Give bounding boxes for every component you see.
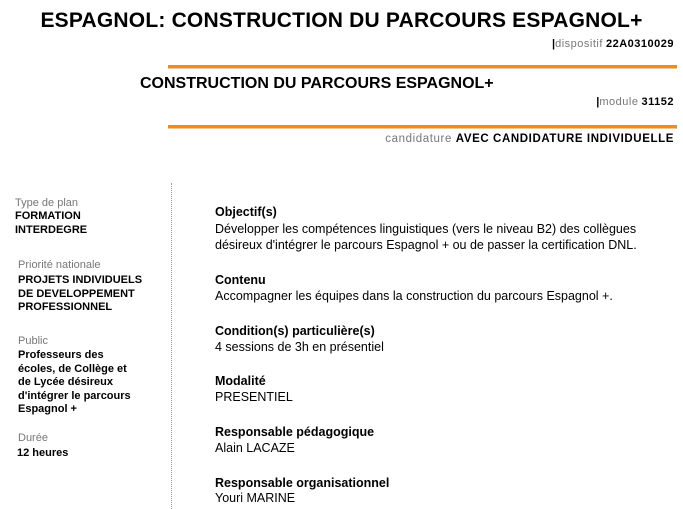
- resp-organisationnel-heading: Responsable organisationnel: [215, 476, 390, 490]
- type-plan-label: Type de plan: [15, 197, 78, 209]
- module-label: module: [599, 96, 639, 108]
- public-line: écoles, de Collège et: [18, 362, 127, 375]
- resp-organisationnel-text: Youri MARINE: [215, 491, 296, 505]
- candidature-label: candidature: [385, 133, 452, 145]
- public-value: [18, 349, 131, 417]
- priorite-line: DE DEVELOPPEMENT: [18, 287, 135, 300]
- priorite-line: PROFESSIONNEL: [18, 301, 113, 313]
- objectif-line: Développer les compétences linguistiques (vers le niveau B2) des collègues: [215, 222, 637, 236]
- candidature-value: AVEC CANDIDATURE INDIVIDUELLE: [455, 133, 674, 145]
- public-label: Public: [18, 335, 48, 347]
- module-reference: [596, 96, 674, 108]
- modalite-heading: Modalité: [215, 374, 266, 388]
- priorite-line: PROJETS INDIVIDUELS: [18, 274, 143, 286]
- objectif-line: désireux d'intégrer le parcours Espagnol + ou de passer la certification DNL.: [215, 238, 637, 252]
- duree-label: Durée: [18, 432, 48, 444]
- conditions-text: 4 sessions de 3h en présentiel: [215, 340, 384, 354]
- candidature-info: [385, 133, 674, 145]
- module-value: 31152: [641, 96, 674, 108]
- type-plan-line: INTERDEGRE: [15, 223, 88, 236]
- dispositif-reference: [552, 38, 674, 50]
- module-title: CONSTRUCTION DU PARCOURS ESPAGNOL+: [140, 75, 494, 92]
- column-divider: [171, 183, 172, 509]
- dispositif-value: 22A0310029: [605, 38, 674, 50]
- resp-pedagogique-heading: Responsable pédagogique: [215, 425, 375, 439]
- separator-bar: |: [596, 96, 600, 108]
- type-plan-value: [15, 210, 87, 237]
- modalite-text: PRESENTIEL: [215, 390, 293, 404]
- conditions-heading: Condition(s) particulière(s): [215, 324, 375, 338]
- dispositif-label: dispositif: [555, 38, 603, 50]
- contenu-text: Accompagner les équipes dans la construction du parcours Espagnol +.: [215, 289, 613, 303]
- objectif-heading: Objectif(s): [215, 205, 277, 219]
- duree-value: 12 heures: [17, 447, 69, 459]
- type-plan-line: FORMATION: [15, 210, 81, 222]
- priorite-value: [18, 274, 142, 315]
- public-line: de Lycée désireux: [18, 376, 113, 388]
- page-title: ESPAGNOL: CONSTRUCTION DU PARCOURS ESPAGNOL+: [40, 9, 643, 32]
- public-line: Espagnol +: [18, 403, 77, 415]
- priorite-label: Priorité nationale: [18, 259, 101, 271]
- objectif-text: [215, 221, 637, 253]
- orange-divider-bottom: [168, 125, 677, 128]
- public-line: d'intégrer le parcours: [18, 389, 131, 402]
- public-line: Professeurs des: [18, 349, 104, 361]
- contenu-heading: Contenu: [215, 273, 266, 287]
- resp-pedagogique-text: Alain LACAZE: [215, 441, 295, 455]
- orange-divider-top: [168, 65, 677, 68]
- separator-bar: |: [552, 38, 556, 50]
